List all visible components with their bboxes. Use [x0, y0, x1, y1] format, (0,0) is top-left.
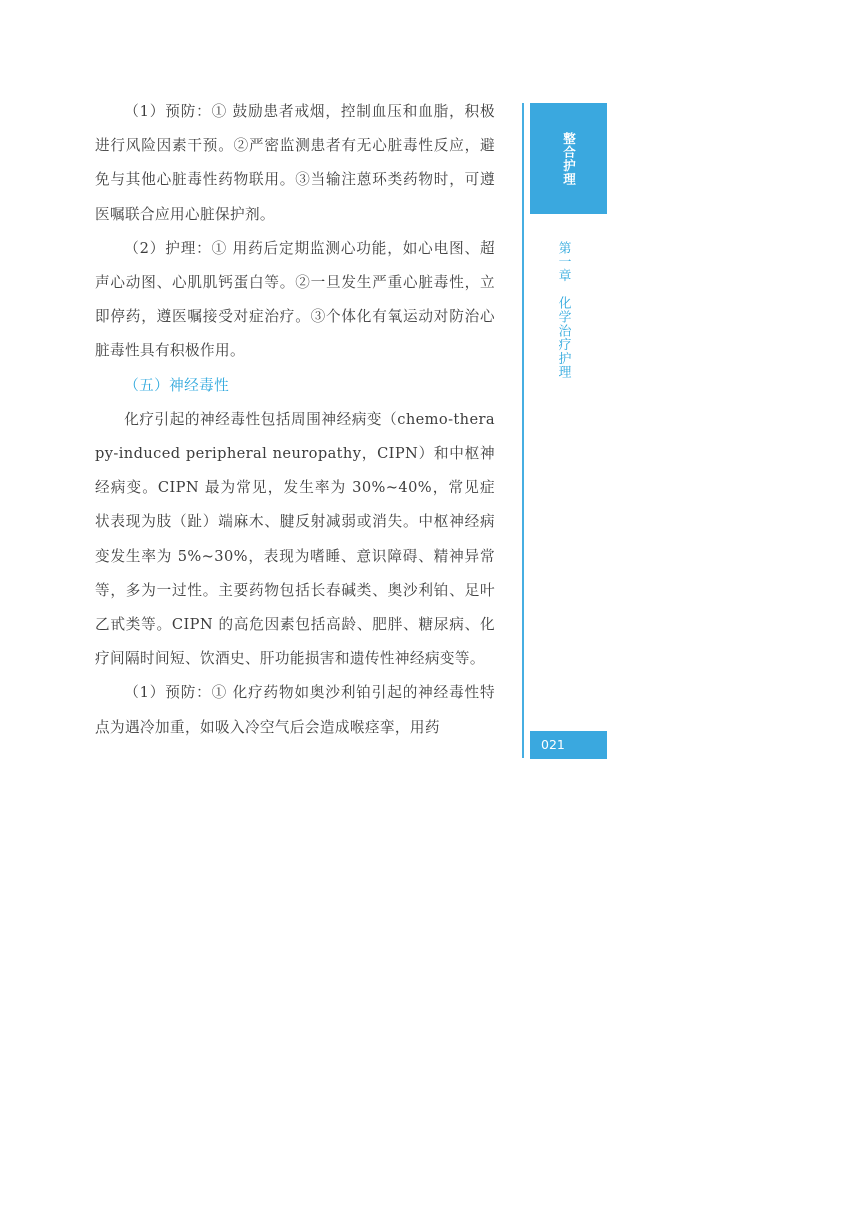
- paragraph-neurotoxicity-overview: 化疗引起的神经毒性包括周围神经病变（chemo-therapy-induced peripheral neuropathy，CIPN）和中枢神经病变。CIPN 最为常见，发生率为 30%~40%，常见症状表现为肢（趾）端麻木、腱反射减弱或消失。中枢神经病变发生率为 5%~30%，表现为嗜睡、意识障碍、精神异常等，多为一过性。主要药物包括长春碱类、奥沙利铂、足叶乙甙类等。CIPN 的高危因素包括高龄、肥胖、糖尿病、化疗间隔时间短、饮酒史、肝功能损害和遗传性神经病变等。: [95, 410, 495, 668]
- paragraph-cardiac-nursing: （2）护理：① 用药后定期监测心功能，如心电图、超声心动图、心肌肌钙蛋白等。②一旦发生严重心脏毒性，立即停药，遵医嘱接受对症治疗。③个体化有氧运动对防治心脏毒性具有积极作用。: [95, 239, 495, 360]
- paragraph-neuro-prevention: （1）预防：① 化疗药物如奥沙利铂引起的神经毒性特点为遇冷加重，如吸入冷空气后会造成喉痉挛，用药: [95, 684, 495, 736]
- paragraph-cardiac-prevention: （1）预防：① 鼓励患者戒烟，控制血压和血脂，积极进行风险因素干预。②严密监测患者有无心脏毒性反应，避免与其他心脏毒性药物联用。③当输注蒽环类药物时，可遵医嘱联合应用心脏保护剂。: [95, 103, 495, 223]
- sidebar-divider-line: [522, 103, 524, 758]
- section-heading-neurotoxicity: （五）神经毒性: [124, 376, 230, 394]
- chapter-label-text: [554, 241, 573, 379]
- text-column: [95, 95, 495, 745]
- chapter-number: 第一章: [555, 241, 571, 283]
- sidebar-book-tab: [530, 103, 607, 214]
- page-number: 021: [541, 737, 565, 752]
- sidebar-chapter-label: [552, 241, 574, 379]
- page-number-box: [530, 731, 607, 759]
- chapter-title: 化学治疗护理: [555, 296, 571, 380]
- sidebar-tab-label: 整合护理: [561, 131, 577, 186]
